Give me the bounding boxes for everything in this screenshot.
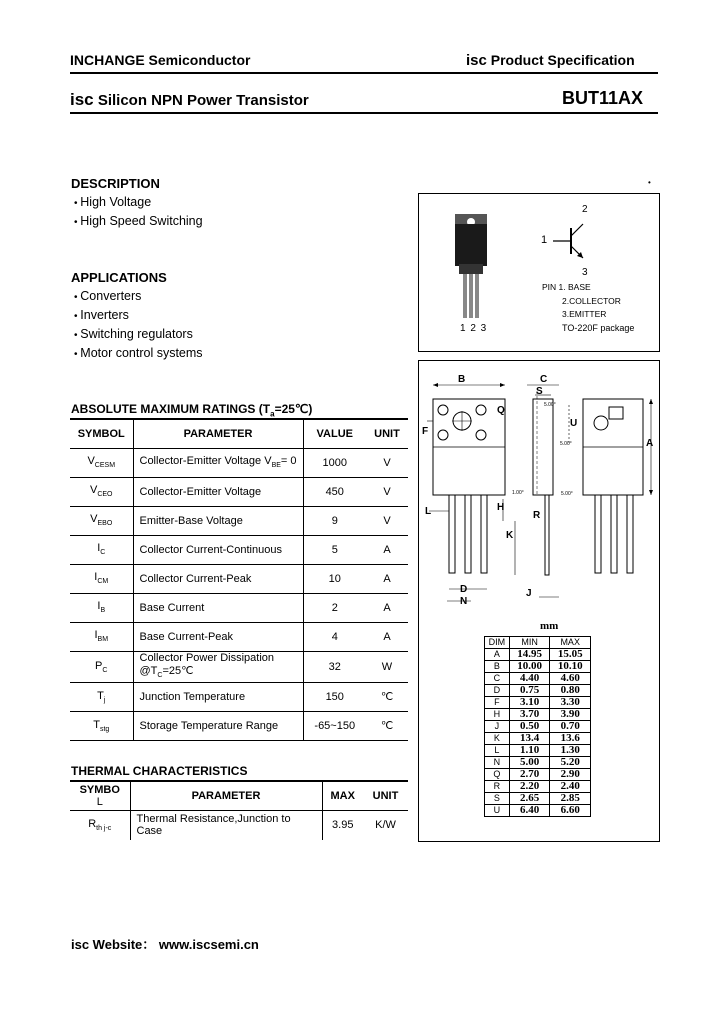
symbol: V <box>89 484 98 497</box>
dim-angle-4: 5.00° <box>561 491 573 497</box>
symbol: P <box>95 659 103 672</box>
ratings-heading-end: =25℃) <box>274 402 313 416</box>
unit: A <box>366 622 408 651</box>
dim-angle-2: 5.00° <box>560 441 572 447</box>
pin1-number: 1 <box>541 234 548 246</box>
table-row <box>485 685 591 697</box>
value: 32 <box>303 651 366 682</box>
unit: V <box>366 448 408 477</box>
parameter: Collector Current-Continuous <box>133 535 303 564</box>
description-item: • High Speed Switching <box>74 214 203 228</box>
max: 2.90 <box>550 769 591 781</box>
doc-title <box>70 90 309 110</box>
symbol: V <box>90 513 98 526</box>
unit: A <box>366 564 408 593</box>
col-symbol-1: SYMBO <box>79 783 120 796</box>
symbol: R <box>88 818 97 831</box>
min: 3.70 <box>509 709 550 721</box>
symbol: I <box>97 542 101 555</box>
unit: ℃ <box>366 682 408 711</box>
parameter-sub: BE <box>271 462 281 470</box>
dim-label-j: J <box>526 588 532 599</box>
application-item: • Inverters <box>74 308 129 322</box>
max: 3.30 <box>550 697 591 709</box>
table-row <box>485 769 591 781</box>
min: 5.00 <box>509 757 550 769</box>
parameter: Thermal Resistance,Junction to Case <box>130 810 322 840</box>
symbol: T <box>97 689 104 702</box>
dim-label-q: Q <box>497 405 505 416</box>
symbol-sub: CM <box>97 578 109 586</box>
dim: J <box>485 721 510 733</box>
dim-label-h: H <box>497 502 505 513</box>
pin-label-base: PIN 1. BASE <box>542 282 591 292</box>
dim-label-b: B <box>458 374 466 385</box>
dim: R <box>485 781 510 793</box>
col-dim: DIM <box>485 637 510 649</box>
max: 15.05 <box>550 649 591 661</box>
col-min: MIN <box>509 637 550 649</box>
pin2-number: 2 <box>582 204 588 215</box>
symbol-sub: stg <box>99 725 110 733</box>
dim-angle-1: 5.00° <box>544 402 556 408</box>
parameter: Collector-Emitter Voltage V <box>139 455 272 468</box>
max: 1.30 <box>550 745 591 757</box>
isc-logo-text: isc <box>466 52 487 69</box>
table-row <box>485 745 591 757</box>
table-row <box>485 661 591 673</box>
parameter: Storage Temperature Range <box>133 711 303 740</box>
col-value: VALUE <box>303 419 366 448</box>
symbol: T <box>93 718 100 731</box>
table-row <box>485 793 591 805</box>
dim: L <box>485 745 510 757</box>
dimension-drawing <box>419 361 659 611</box>
dim: S <box>485 793 510 805</box>
table-row <box>70 477 408 506</box>
symbol: V <box>87 455 95 468</box>
parameter: Junction Temperature <box>133 682 303 711</box>
dim: K <box>485 733 510 745</box>
stray-dot: • <box>648 178 651 187</box>
dim: A <box>485 649 510 661</box>
min: 0.75 <box>509 685 550 697</box>
min: 4.40 <box>509 673 550 685</box>
table-row <box>485 733 591 745</box>
max: 10.10 <box>550 661 591 673</box>
dim-label-s: S <box>536 386 543 397</box>
table-row <box>70 682 408 711</box>
spec-text: Product Specification <box>490 52 635 68</box>
min: 13.4 <box>509 733 550 745</box>
unit: V <box>366 477 408 506</box>
thermal-heading: THERMAL CHARACTERISTICS <box>71 764 248 778</box>
parameter: Collector Power Dissipation <box>139 651 274 664</box>
col-unit: UNIT <box>363 781 408 810</box>
symbol-sub: th j-c <box>96 825 112 833</box>
dim-label-l: L <box>425 506 432 517</box>
max: 0.70 <box>550 721 591 733</box>
description-heading: DESCRIPTION <box>71 176 160 191</box>
pin-numbers: 1 2 3 <box>460 323 487 334</box>
header-rule-top <box>70 72 658 74</box>
max: 2.85 <box>550 793 591 805</box>
table-row <box>70 711 408 740</box>
dim: Q <box>485 769 510 781</box>
max: 4.60 <box>550 673 591 685</box>
value: 2 <box>303 593 366 622</box>
dim: N <box>485 757 510 769</box>
max: 0.80 <box>550 685 591 697</box>
dim-label-f: F <box>422 426 429 437</box>
application-item: • Motor control systems <box>74 346 203 360</box>
table-row <box>485 697 591 709</box>
applications-heading: APPLICATIONS <box>71 270 167 285</box>
table-row <box>70 448 408 477</box>
unit: A <box>366 535 408 564</box>
table-row <box>70 506 408 535</box>
table-row <box>485 721 591 733</box>
min: 14.95 <box>509 649 550 661</box>
dim-angle-3: 1.00° <box>512 490 524 496</box>
value: 10 <box>303 564 366 593</box>
col-max: MAX <box>550 637 591 649</box>
table-row <box>485 673 591 685</box>
parameter: Base Current <box>133 593 303 622</box>
dim-label-r: R <box>533 510 541 521</box>
unit: ℃ <box>366 711 408 740</box>
unit: A <box>366 593 408 622</box>
company-name: INCHANGE Semiconductor <box>70 52 251 68</box>
col-max: MAX <box>322 781 363 810</box>
dim-unit-heading: mm <box>540 620 559 632</box>
application-item: • Switching regulators <box>74 327 193 341</box>
max: 3.90 <box>550 709 591 721</box>
min: 1.10 <box>509 745 550 757</box>
col-symbol: SYMBOL <box>70 419 133 448</box>
table-row <box>70 564 408 593</box>
value: 9 <box>303 506 366 535</box>
symbol-sub: CESM <box>94 462 116 470</box>
dim: D <box>485 685 510 697</box>
table-row <box>70 651 408 682</box>
col-unit: UNIT <box>366 419 408 448</box>
table-row <box>485 805 591 817</box>
ratings-table <box>70 418 408 741</box>
dim: B <box>485 661 510 673</box>
footer-url[interactable]: www.iscsemi.cn <box>158 937 259 952</box>
part-number: BUT11AX <box>562 88 644 108</box>
pin3-number: 3 <box>582 267 588 278</box>
parameter: Collector Current-Peak <box>133 564 303 593</box>
table-row <box>70 622 408 651</box>
pin-label-collector: 2.COLLECTOR <box>562 296 621 306</box>
table-row <box>70 535 408 564</box>
value: 1000 <box>303 448 366 477</box>
footer <box>71 934 259 953</box>
min: 10.00 <box>509 661 550 673</box>
parameter: Base Current-Peak <box>133 622 303 651</box>
value: 150 <box>303 682 366 711</box>
value: 4 <box>303 622 366 651</box>
parameter-line2-sub: C <box>157 671 163 679</box>
value: -65~150 <box>303 711 366 740</box>
description-item: • High Voltage <box>74 195 151 209</box>
title-text: Silicon NPN Power Transistor <box>97 92 309 109</box>
min: 0.50 <box>509 721 550 733</box>
col-parameter: PARAMETER <box>130 781 322 810</box>
spec-label <box>466 52 635 69</box>
dim: U <box>485 805 510 817</box>
footer-label: isc Website： <box>71 937 156 952</box>
max: 3.95 <box>332 819 354 832</box>
min: 2.70 <box>509 769 550 781</box>
symbol-sub: j <box>103 696 106 704</box>
max: 5.20 <box>550 757 591 769</box>
symbol-sub: CEO <box>97 491 113 499</box>
dim-label-n: N <box>460 596 468 607</box>
symbol-sub: EBO <box>97 520 113 528</box>
max: 2.40 <box>550 781 591 793</box>
symbol: I <box>94 629 98 642</box>
dim: F <box>485 697 510 709</box>
symbol: I <box>94 571 98 584</box>
ratings-heading <box>71 402 312 418</box>
value: 5 <box>303 535 366 564</box>
dim-label-c: C <box>540 374 548 385</box>
pin-label-emitter: 3.EMITTER <box>562 309 607 319</box>
ratings-heading-text: ABSOLUTE MAXIMUM RATINGS (T <box>71 402 271 416</box>
thermal-table <box>70 780 408 840</box>
symbol-sub: B <box>100 607 106 615</box>
col-symbol-2: L <box>96 795 103 808</box>
parameter: Collector-Emitter Voltage <box>133 477 303 506</box>
symbol-sub: C <box>102 666 108 674</box>
dim-label-k: K <box>506 530 514 541</box>
parameter-line2-end: =25℃ <box>162 664 194 677</box>
parameter-line2: @T <box>139 664 158 677</box>
max: 13.6 <box>550 733 591 745</box>
parameter-end: = 0 <box>280 455 297 468</box>
dim: C <box>485 673 510 685</box>
value: 450 <box>303 477 366 506</box>
isc-title-logo: isc <box>70 90 94 109</box>
table-row <box>485 757 591 769</box>
min: 6.40 <box>509 805 550 817</box>
package-label: TO-220F package <box>562 323 635 333</box>
table-row <box>485 781 591 793</box>
table-row <box>70 593 408 622</box>
unit: W <box>366 651 408 682</box>
header-rule-bottom <box>70 112 658 114</box>
application-item: • Converters <box>74 289 141 303</box>
unit: K/W <box>375 819 396 832</box>
max: 6.60 <box>550 805 591 817</box>
dimension-table <box>484 636 591 817</box>
symbol-sub: C <box>100 549 106 557</box>
ratings-heading-sub: a <box>270 409 275 419</box>
ratings-header-row <box>70 419 408 448</box>
table-row <box>70 810 408 840</box>
dim-header-row <box>485 637 591 649</box>
symbol: I <box>97 600 101 613</box>
unit: V <box>366 506 408 535</box>
dim: H <box>485 709 510 721</box>
dim-label-u: U <box>570 418 578 429</box>
parameter: Emitter-Base Voltage <box>133 506 303 535</box>
col-parameter: PARAMETER <box>133 419 303 448</box>
symbol-sub: BM <box>97 636 109 644</box>
min: 2.20 <box>509 781 550 793</box>
thermal-header-row <box>70 781 408 810</box>
dim-label-a: A <box>646 438 654 449</box>
min: 2.65 <box>509 793 550 805</box>
table-row <box>485 649 591 661</box>
dim-label-d: D <box>460 584 468 595</box>
min: 3.10 <box>509 697 550 709</box>
table-row <box>485 709 591 721</box>
